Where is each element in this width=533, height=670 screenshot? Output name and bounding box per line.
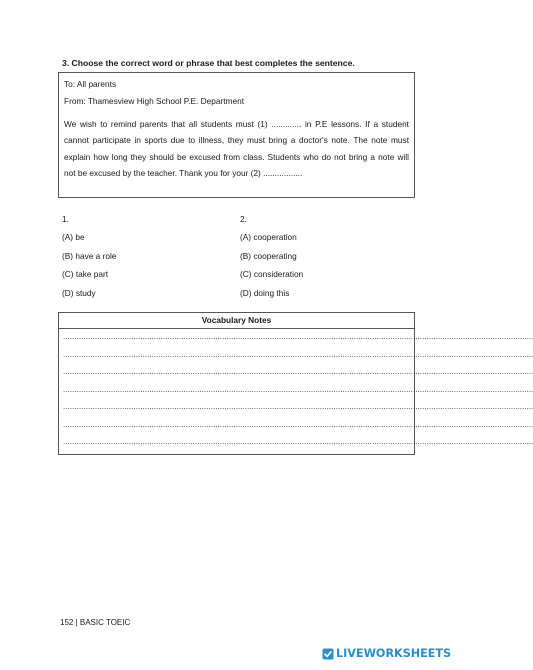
question-1-number: 1. [62,214,69,224]
option-1d[interactable]: (D) study [62,287,96,298]
vocabulary-notes-title: Vocabulary Notes [59,313,414,329]
notice-from: From: Thamesview High School P.E. Department [64,96,244,106]
option-2d[interactable]: (D) doing this [240,287,290,298]
page-footer: 152 | BASIC TOEIC [60,618,131,627]
vocabulary-note-line[interactable]: ............................................................................................................................................................................................................... [63,367,533,376]
vocabulary-note-line[interactable]: ............................................................................................................................................................................................................... [63,437,533,446]
question-2-number: 2. [240,214,247,224]
liveworksheets-logo-icon [322,648,334,660]
question-1-options [62,210,116,302]
notice-body: We wish to remind parents that all students must (1) ............. in P.E lessons. If a student cannot participate in sports due to illness, they must bring a doctor's note. The note must explain how long they should be excused from class. Students who do not bring a note will not be excused by the teacher. Thank you for your (2) ................. [64,119,409,178]
option-1b[interactable]: (B) have a role [62,250,117,261]
brand-name: LIVEWORKSHEETS [336,647,452,660]
option-2a[interactable]: (A) cooperation [240,232,297,243]
vocabulary-notes-box [58,312,533,455]
vocabulary-note-line[interactable]: ............................................................................................................................................................................................................... [63,402,533,411]
option-1a[interactable]: (A) be [62,232,85,243]
option-1c[interactable]: (C) take part [62,269,109,280]
vocabulary-note-line[interactable]: ............................................................................................................................................................................................................... [63,332,533,341]
option-2b[interactable]: (B) cooperating [240,250,297,261]
notice-box [58,72,415,198]
option-2c[interactable]: (C) consideration [240,269,304,280]
liveworksheets-brand[interactable] [322,647,451,660]
notice-to: To: All parents [64,79,117,89]
vocabulary-note-line[interactable]: ............................................................................................................................................................................................................... [63,419,533,429]
vocabulary-note-line[interactable]: ............................................................................................................................................................................................................... [63,384,533,394]
question-heading: 3. Choose the correct word or phrase that best completes the sentence. [62,58,355,68]
question-2-options [240,210,303,302]
vocabulary-note-line[interactable]: ............................................................................................................................................................................................................... [63,349,533,359]
